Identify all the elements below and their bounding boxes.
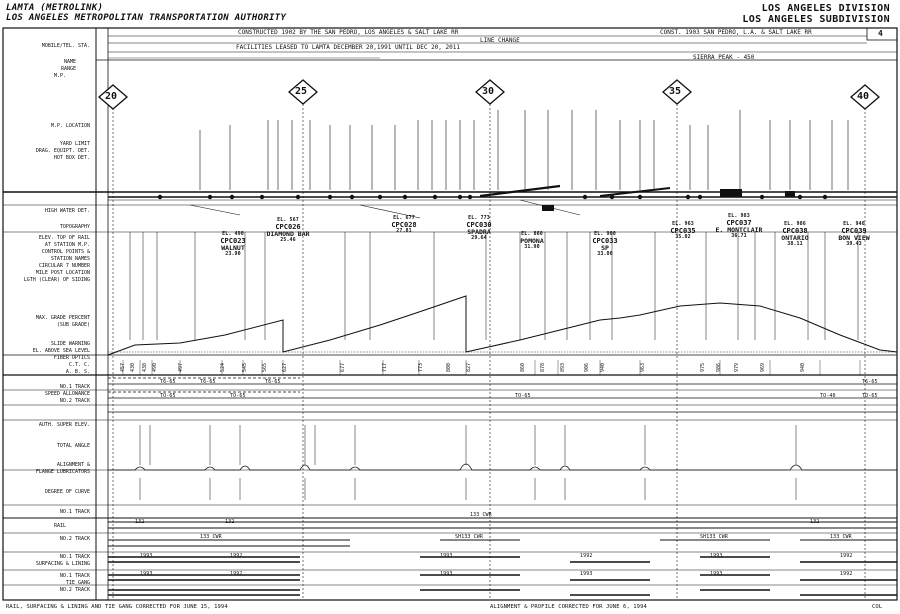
surf-1993-b: 1993	[440, 553, 453, 559]
elevation-value: 430	[130, 362, 136, 372]
label-no1-track-tie: NO.1 TRACK	[59, 573, 90, 579]
label-yard-limit: YARD LIMIT	[59, 141, 90, 147]
milepost-25: 25	[295, 86, 308, 97]
label-at-station: AT STATION M.P.	[44, 242, 90, 248]
footer-corner: COL	[872, 604, 883, 610]
elevation-value: 860	[520, 362, 526, 372]
label-surfacing: SURFACING & LINING	[35, 561, 90, 567]
label-control-points: CONTROL POINTS &	[41, 249, 90, 255]
elevation-value: 524	[220, 362, 226, 372]
elevation-value: 438	[142, 362, 148, 372]
label-name: NAME	[63, 59, 76, 65]
speed-to65-c: TO-65	[515, 393, 531, 399]
header-lamta: LAMTA (METROLINK)	[6, 3, 104, 13]
label-el-above-sea: EL. ABOVE SEA LEVEL	[32, 348, 90, 354]
footer-right-note: ALIGNMENT & PROFILE CORRECTED FOR JUNE 6, 1994	[490, 604, 647, 610]
label-tie-gang: TIE GANG	[65, 580, 90, 586]
label-mobile-tel: MOBILE/TEL. STA.	[41, 43, 90, 49]
elevation-value: 800	[446, 362, 452, 372]
label-no1-track-speed: NO.1 TRACK	[59, 384, 90, 390]
label-topography: TOPOGRAPHY	[59, 224, 90, 230]
elevation-value: 677	[340, 362, 346, 372]
surf-1993-c: 1993	[710, 553, 723, 559]
rail-133-cwr-b: 133 CWR	[200, 534, 222, 540]
label-degree-curve: DEGREE OF CURVE	[44, 489, 90, 495]
station-cpc033: EL. 900 CPC033 SP 33.00	[592, 231, 618, 258]
elevation-value: 940	[800, 362, 806, 372]
label-no1-track-rail: NO.1 TRACK	[59, 509, 90, 515]
station-spadra: EL. 773 CPC030 SPADRA 29.64	[466, 215, 492, 242]
speed-to40: TO-40	[820, 393, 836, 399]
milepost-20: 20	[105, 91, 118, 102]
label-mp-location: M.P. LOCATION	[50, 123, 90, 129]
label-alignment: ALIGNMENT &	[56, 462, 90, 468]
tie-1993-c: 1993	[580, 571, 593, 577]
elevation-value: 827	[466, 362, 472, 372]
elevation-value: 963	[640, 362, 646, 372]
elevation-value: 565	[262, 362, 268, 372]
speed-65-a: T6-65	[200, 379, 216, 385]
constructed-note: CONSTRUCTED 1902 BY THE SAN PEDRO, LOS ANGELES & SALT LAKE RR	[238, 29, 459, 36]
header-division: LOS ANGELES DIVISION	[761, 3, 890, 14]
label-mile-post: MILE POST LOCATION	[35, 270, 90, 276]
elevation-value: 497	[178, 362, 184, 372]
elevation-value: 975	[700, 362, 706, 372]
label-no1-track-surf: NO.1 TRACK	[59, 554, 90, 560]
label-high-water: HIGH WATER DET.	[44, 208, 90, 214]
sierra-peak-label: SIERRA PEAK - 450	[693, 54, 755, 61]
label-ctc: C.T. C.	[68, 362, 90, 368]
label-sub-grade: (SUB GRADE)	[56, 322, 90, 328]
grade-profile-line	[108, 296, 897, 355]
rail-sh133-cwr: SH133 CWR	[455, 534, 483, 540]
elevation-value: 906	[584, 362, 590, 372]
rail-133-cwr-c: 133 CWR	[830, 534, 852, 540]
elevation-value: 893	[560, 362, 566, 372]
label-abs: A. B. S.	[65, 369, 90, 375]
label-no2-track-speed: NO.2 TRACK	[59, 398, 90, 404]
label-speed-allowance: SPEED ALLOWANCE	[44, 391, 90, 397]
label-fiber-optics: FIBER OPTICS	[53, 355, 90, 361]
tie-1993-a: 1993	[140, 571, 153, 577]
elevation-value: 627	[282, 362, 288, 372]
page-number: 4	[878, 29, 883, 38]
elevation-value: 969	[760, 362, 766, 372]
speed-t665: T6-65	[160, 379, 176, 385]
label-total-angle: TOTAL ANGLE	[56, 443, 90, 449]
line-change-label: LINE CHANGE	[480, 37, 520, 44]
label-slide-warning: SLIDE WARNING	[50, 341, 90, 347]
elevation-value: 717	[382, 362, 388, 372]
constructed-right-note: CONST. 1903 SAN PEDRO, L.A. & SALT LAKE RR	[660, 29, 812, 36]
milepost-35: 35	[669, 86, 682, 97]
label-no2-track-rail: NO.2 TRACK	[59, 536, 90, 542]
label-flange-lub: FLANGE LUBRICATORS	[35, 469, 90, 475]
header-metro-authority: LOS ANGELES METROPOLITAN TRANSPORTATION AUTHORITY	[6, 13, 287, 23]
station-cpc028: EL. 677 CPC028 27.81	[391, 215, 417, 235]
rail-133-cwr: 133 CWR	[470, 512, 492, 518]
surf-1992-b: 1992	[580, 553, 593, 559]
label-mp: M.P.	[53, 73, 66, 79]
elevation-value: 878	[540, 362, 546, 372]
milepost-30: 30	[482, 86, 495, 97]
station-bon-view: EL. 940 CPC039 BON VIEW 39.43	[838, 221, 870, 248]
speed-65-b: T6-65	[265, 379, 281, 385]
station-diamond-bar: EL. 567 CPC026 DIAMOND BAR 25.46	[266, 217, 310, 244]
label-no2-track-tie: NO.2 TRACK	[59, 587, 90, 593]
footer-left-note: RAIL, SURFACING & LINING AND TIE GANG CORRECTED FOR JUNE 15, 1994	[6, 604, 228, 610]
label-rail: RAIL	[53, 523, 66, 529]
speed-t665-right: T6-65	[862, 379, 878, 385]
elevation-value: 986	[716, 362, 722, 372]
label-hot-box: HOT BOX DET.	[53, 155, 90, 161]
tie-1993-b: 1993	[440, 571, 453, 577]
tie-1993-d: 1993	[710, 571, 723, 577]
label-auth-super-elev: AUTH. SUPER ELEV.	[38, 422, 90, 428]
milepost-40: 40	[857, 91, 870, 102]
facilities-note: FACILITIES LEASED TO LAMTA DECEMBER 20,1991 UNTIL DEC 20, 2011	[236, 44, 460, 51]
elevation-value: 490	[152, 362, 158, 372]
elevation-value: 979	[734, 362, 740, 372]
elevation-value: 457	[120, 362, 126, 372]
rail-sh133-cwr-b: SH133 CWR	[700, 534, 728, 540]
header-subdivision: LOS ANGELES SUBDIVISION	[742, 14, 890, 25]
surf-1993-a: 1993	[140, 553, 153, 559]
rail-132-a: 132	[135, 519, 145, 525]
label-range: RANGE	[60, 66, 76, 72]
label-drag-equip: DRAG. EQUIPT. DET.	[35, 148, 90, 154]
station-cpc035: EL. 963 CPC035 35.02	[670, 221, 696, 241]
rail-132-c: 132	[810, 519, 820, 525]
tie-1992-a: 1992	[230, 571, 243, 577]
label-circular-number: CIRCULAR 7 NUMBER	[38, 263, 90, 269]
tie-1992-b: 1992	[840, 571, 853, 577]
speed-to65-right: TO-65	[862, 393, 878, 399]
elevation-value: 545	[242, 362, 248, 372]
station-pomona: EL. 860 POMONA 31.90	[520, 231, 544, 250]
station-ontario: EL. 986 CPC038 ONTARIO 38.11	[781, 221, 809, 248]
elevation-value: 773	[418, 362, 424, 372]
label-max-grade: MAX. GRADE PERCENT	[35, 315, 90, 321]
speed-to65-b: TO-65	[230, 393, 246, 399]
label-lgth-clear: LGTH (CLEAR) OF SIDING	[23, 277, 90, 283]
elevation-value: 940	[600, 362, 606, 372]
alignment-curve-line	[108, 464, 897, 470]
rail-132-b: 132	[225, 519, 235, 525]
station-walnut: EL. 490 CPC023 WALNUT 23.90	[220, 231, 246, 258]
speed-to65-a: TO-65	[160, 393, 176, 399]
label-elev-top: ELEV. TOP OF RAIL	[38, 235, 90, 241]
surf-1992-a: 1992	[230, 553, 243, 559]
station-e-montclair: EL. 983 CPC037 E. MONTCLAIR 36.71	[715, 213, 763, 240]
label-station-names: STATION NAMES	[50, 256, 90, 262]
surf-1992-c: 1992	[840, 553, 853, 559]
